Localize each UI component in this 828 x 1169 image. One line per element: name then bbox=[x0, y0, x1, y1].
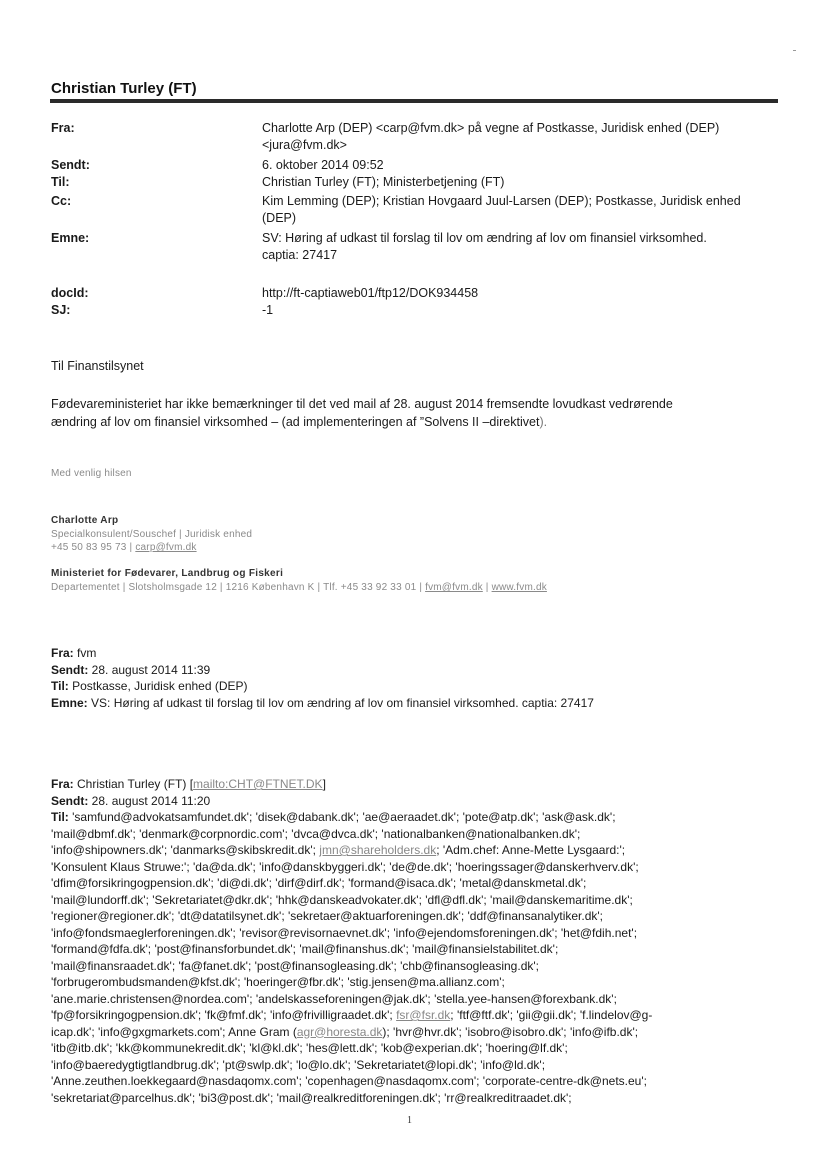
sent-label: Sendt: bbox=[51, 158, 90, 172]
to-label: Til: bbox=[51, 175, 70, 189]
fwd1-sent-row bbox=[51, 662, 791, 679]
sent-value: 6. oktober 2014 09:52 bbox=[262, 158, 384, 172]
recipient-line: 'info@baeredygtigtlandbrug.dk'; 'pt@swlp.dk'; 'lo@lo.dk'; 'Sekretariatet@lopi.dk'; 'info@ld.dk'; bbox=[51, 1057, 546, 1072]
signature-address: Departementet | Slotsholmsgade 12 | 1216 København K | Tlf. +45 33 92 33 01 | bbox=[51, 582, 426, 593]
fwd2-from-row bbox=[51, 776, 791, 793]
body-line-2: ændring af lov om finansiel virksomhed – (ad implementeringen af ”Solvens II –direktivet bbox=[51, 415, 540, 429]
recipient-line: 'dfim@forsikringogpension.dk'; 'di@di.dk'; 'dirf@dirf.dk'; 'formand@isaca.dk'; 'metal@danskmetal.dk'; bbox=[51, 876, 587, 890]
subject-value-line-2: captia: 27417 bbox=[262, 248, 338, 262]
recipient-line: 'regioner@regioner.dk'; 'dt@datatilsynet.dk'; 'sekretaer@aktuarforeningen.dk'; 'ddf@finansanalytiker.dk'; bbox=[51, 909, 604, 923]
body-paragraph bbox=[51, 395, 781, 431]
docid-value: http://ft-captiaweb01/ftp12/DOK934458 bbox=[262, 286, 479, 300]
recipient-text: ); 'hvr@hvr.dk'; 'isobro@isobro.dk'; 'info@ifb.dk'; bbox=[382, 1024, 639, 1039]
signature-email-link[interactable]: carp@fvm.dk bbox=[135, 542, 197, 553]
scan-artifact bbox=[793, 50, 796, 51]
page-title: Christian Turley (FT) bbox=[51, 80, 197, 97]
fwd1-subject-label: Emne: bbox=[51, 695, 88, 710]
recipient-line: 'formand@fdfa.dk'; 'post@finansforbundet.dk'; 'mail@finanshus.dk'; 'mail@finansielstabilitet.dk'; bbox=[51, 942, 559, 956]
fwd1-from-label: Fra: bbox=[51, 646, 74, 660]
fwd2-sent-value: 28. august 2014 11:20 bbox=[88, 793, 211, 808]
fwd1-to-value: Postkasse, Juridisk enhed (DEP) bbox=[68, 679, 248, 693]
recipient-text: 'samfund@advokatsamfundet.dk'; 'disek@dabank.dk'; 'ae@aeraadet.dk'; 'pote@atp.dk'; 'ask@ask.dk'; bbox=[68, 810, 616, 824]
signature-phone: +45 50 83 95 73 | bbox=[51, 542, 136, 553]
recipient-email-link[interactable]: agr@horesta.dk bbox=[296, 1024, 383, 1039]
fwd2-to-label: Til: bbox=[51, 810, 69, 824]
recipient-line: 'mail@lundorff.dk'; 'Sekretariatet@dkr.dk'; 'hhk@danskeadvokater.dk'; 'dfl@dfl.dk'; 'mail@danskemaritime.dk'; bbox=[51, 892, 633, 907]
subject-value-line-1: SV: Høring af udkast til forslag til lov om ændring af lov om finansiel virksomhed. bbox=[262, 231, 707, 245]
fwd2-sent-label: Sendt: bbox=[51, 793, 89, 808]
recipient-line: 'mail@dbmf.dk'; 'denmark@corpnordic.com'; 'dvca@dvca.dk'; 'nationalbanken@nationalbanken.dk'; bbox=[51, 826, 581, 841]
recipient-list bbox=[51, 809, 791, 1106]
fwd1-from-value: fvm bbox=[73, 646, 97, 660]
page-number: 1 bbox=[407, 1115, 412, 1126]
sj-label: SJ: bbox=[51, 303, 71, 317]
recipient-line: 'Konsulent Klaus Struwe:'; 'da@da.dk'; 'info@danskbyggeri.dk'; 'de@de.dk'; 'hoeringssager@danskerhverv.dk'; bbox=[51, 859, 639, 874]
signature-role: Specialkonsulent/Souschef | Juridisk enhed bbox=[51, 529, 253, 540]
fwd2-from-value: Christian Turley (FT) [ bbox=[73, 777, 194, 791]
cc-label: Cc: bbox=[51, 194, 72, 208]
recipient-line bbox=[51, 1024, 791, 1041]
subject-value bbox=[262, 230, 782, 264]
body-line-1: Fødevareministeriet har ikke bemærkninger til det ved mail af 28. august 2014 fremsendte lovudkast vedrørende bbox=[51, 397, 673, 411]
cc-value bbox=[262, 193, 782, 227]
fwd1-to-label: Til: bbox=[51, 679, 69, 693]
from-label: Fra: bbox=[51, 121, 75, 135]
docid-label: docId: bbox=[51, 286, 89, 300]
recipient-text: 'fp@forsikringogpension.dk'; 'fk@fmf.dk'; 'info@frivilligraadet.dk'; bbox=[51, 1008, 397, 1022]
signature-contact bbox=[51, 542, 197, 553]
fwd2-from-label: Fra: bbox=[51, 777, 74, 791]
sj-value: -1 bbox=[262, 303, 274, 317]
recipient-line: 'itb@itb.dk'; 'kk@kommunekredit.dk'; 'kl@kl.dk'; 'hes@lett.dk'; 'kob@experian.dk'; 'hoering@lf.dk'; bbox=[51, 1041, 568, 1055]
signature-name: Charlotte Arp bbox=[51, 515, 119, 526]
recipient-line bbox=[51, 809, 791, 826]
recipient-line: 'Anne.zeuthen.loekkegaard@nasdaqomx.com'; 'copenhagen@nasdaqomx.com'; 'corporate-centre-dk@nets.eu'; bbox=[51, 1074, 647, 1088]
recipient-line: 'info@fondsmaeglerforeningen.dk'; 'revisor@revisornaevnet.dk'; 'info@ejendomsforeningen.dk'; 'het@fdih.net'; bbox=[51, 925, 638, 940]
recipient-line: 'sekretariat@parcelhus.dk'; 'bi3@post.dk'; 'mail@realkreditforeningen.dk'; 'rr@realkreditraadet.dk'; bbox=[51, 1090, 572, 1105]
recipient-text: ; 'Adm.chef: Anne-Mette Lysgaard:'; bbox=[436, 843, 626, 857]
body-line-2-tail: ). bbox=[539, 415, 548, 429]
fwd2-sent-row bbox=[51, 793, 791, 810]
fwd1-sent-value: 28. august 2014 11:39 bbox=[88, 662, 211, 677]
from-value bbox=[262, 120, 782, 154]
recipient-email-link[interactable]: fsr@fsr.dk bbox=[396, 1008, 451, 1022]
recipient-text: icap.dk'; 'info@gxgmarkets.com'; Anne Gram ( bbox=[51, 1024, 297, 1039]
forward-header-1 bbox=[51, 645, 791, 711]
cc-value-line-2: (DEP) bbox=[262, 211, 297, 225]
signature-address-line bbox=[51, 582, 547, 593]
fwd1-sent-label: Sendt: bbox=[51, 662, 89, 677]
recipient-text: 'info@shipowners.dk'; 'danmarks@skibskredit.dk'; bbox=[51, 843, 320, 857]
fwd1-to-row bbox=[51, 678, 791, 695]
forward-header-2 bbox=[51, 776, 791, 809]
title-divider bbox=[50, 99, 778, 103]
recipient-line bbox=[51, 1007, 791, 1024]
subject-label: Emne: bbox=[51, 231, 90, 245]
to-value: Christian Turley (FT); Ministerbetjening (FT) bbox=[262, 175, 505, 189]
cc-value-line-1: Kim Lemming (DEP); Kristian Hovgaard Juul-Larsen (DEP); Postkasse, Juridisk enhed bbox=[262, 194, 741, 208]
recipient-text: ; 'ftf@ftf.dk'; 'gii@gii.dk'; 'f.lindelov@g- bbox=[450, 1008, 653, 1022]
signature-org: Ministeriet for Fødevarer, Landbrug og Fiskeri bbox=[51, 568, 284, 579]
from-value-line-1: Charlotte Arp (DEP) <carp@fvm.dk> på vegne af Postkasse, Juridisk enhed (DEP) bbox=[262, 121, 720, 135]
fwd1-from-row bbox=[51, 645, 791, 662]
recipient-line bbox=[51, 842, 791, 859]
recipient-line: 'mail@finansraadet.dk'; 'fa@fanet.dk'; 'post@finansogleasing.dk'; 'chb@finansogleasing.dk'; bbox=[51, 958, 539, 973]
salutation: Til Finanstilsynet bbox=[51, 359, 144, 373]
fwd1-subject-row bbox=[51, 695, 791, 712]
fwd1-subject-value: VS: Høring af udkast til forslag til lov om ændring af lov om finansiel virksomhed. captia: 27417 bbox=[87, 695, 594, 710]
from-value-line-2: <jura@fvm.dk> bbox=[262, 138, 347, 152]
recipient-line: 'forbrugerombudsmanden@kfst.dk'; 'hoeringer@fbr.dk'; 'stig.jensen@ma.allianz.com'; bbox=[51, 975, 505, 989]
fwd2-from-close: ] bbox=[322, 777, 326, 791]
greeting: Med venlig hilsen bbox=[51, 468, 132, 479]
recipient-line: 'ane.marie.christensen@nordea.com'; 'andelskasseforeningen@jak.dk'; 'stella.yee-hansen@forexbank.dk'; bbox=[51, 991, 617, 1006]
fwd2-mailto-link[interactable]: mailto:CHT@FTNET.DK bbox=[193, 777, 323, 791]
website-link[interactable]: www.fvm.dk bbox=[491, 582, 547, 593]
signature-separator: | bbox=[482, 582, 492, 593]
org-email-link[interactable]: fvm@fvm.dk bbox=[425, 582, 483, 593]
recipient-email-link[interactable]: jmn@shareholders.dk bbox=[319, 843, 437, 857]
